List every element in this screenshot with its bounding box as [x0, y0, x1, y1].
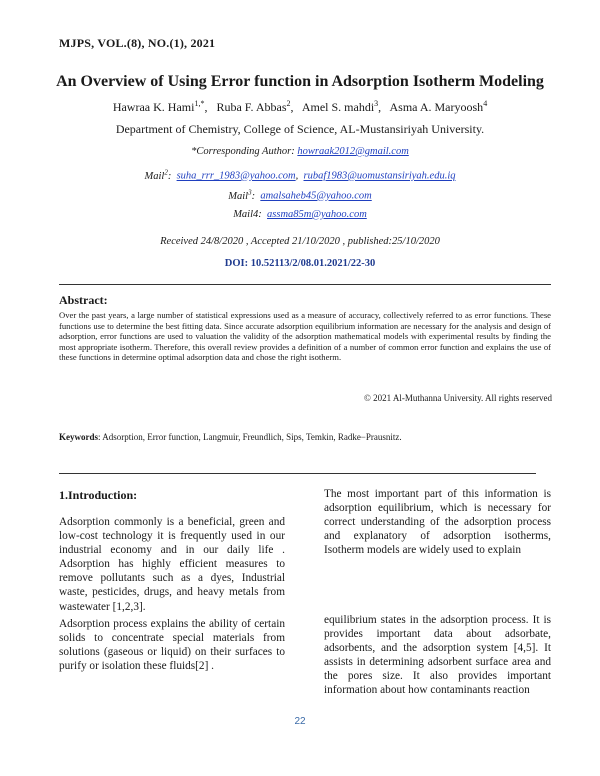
doi-link[interactable]: DOI: 10.52113/2/08.01.2021/22-30 [224, 258, 376, 269]
mail3-line [0, 188, 600, 202]
author-list: Hawraa K. Hami$^{1,*}$, Ruba F. Abbas$^2$, Amel S. mahdi$^3$, Asma A. Maryoosh$^4$ [112, 99, 488, 114]
intro-paragraph: Adsorption commonly is a beneficial, green and low-cost technology it is frequently used in our industrial economy and in our daily life . Adsorption has highly efficient measures to remove pollutants such as a dyes, Industrial waste, pesticides, drugs, and heavy metals from wastewater [1,2,3]. [59, 516, 285, 613]
mail2-label: Mail$^2$: [144, 168, 172, 182]
divider-middle [59, 473, 536, 474]
corresponding-author-line [0, 146, 600, 157]
department-affiliation: Department of Chemistry, College of Science, AL-Mustansiriyah University. [115, 122, 485, 136]
publication-dates: Received 24/8/2020 , Accepted 21/10/2020 , published:25/10/2020 [160, 236, 440, 247]
mail2-line: Mail$^2$: suha_rrr_1983@yahoo.com, rubaf1983@uomustansiriyah.edu.iq [144, 168, 456, 182]
author-name: Asma A. Maryoosh [389, 100, 484, 114]
divider-top [59, 284, 551, 285]
intro-left-column-bottom [59, 617, 285, 673]
journal-header: MJPS, VOL.(8), NO.(1), 2021 [59, 36, 216, 50]
abstract-heading: Abstract: [59, 293, 108, 307]
mail2-email-link-a[interactable]: suha_rrr_1983@yahoo.com [176, 170, 296, 182]
mail2-email-link-b[interactable]: rubaf1983@uomustansiriyah.edu.iq [303, 170, 456, 182]
author-name: Amel S. mahdi [301, 100, 375, 114]
copyright-notice: © 2021 Al-Muthanna University. All rights reserved [364, 393, 552, 403]
keywords-label: Keywords [59, 432, 98, 442]
author-affiliation: 1,* [194, 99, 205, 108]
author-affiliation: 4 [483, 99, 488, 108]
intro-right-column-top [324, 487, 551, 557]
intro-left-column-top [59, 515, 285, 614]
keywords-line [59, 432, 402, 442]
abstract-text: Over the past years, a large number of statistical expressions used as a measure of accuracy, collectively referred to as error functions. These functions use to determine the best fitting data. Since accurate adsorption equilibrium information are necessary for the analysis and design of adsorption, error functions are used to valuation the validity of the adsorption mathematical models with experimental results by finding the most appropriate isotherm. Therefore, this overall review provides a definition of a number of common error function and explains the use of these functions in determine optimal adsorption data and chose the right isotherm. [59, 310, 551, 363]
corresponding-email-link[interactable]: howraak2012@gmail.com [297, 146, 409, 157]
intro-right-column-bottom [324, 613, 551, 698]
author-affiliation: 2 [286, 99, 291, 108]
intro-paragraph: The most important part of this information is adsorption equilibrium, which is necessary for correct understanding of the adsorption process and explanatory of adsorption isotherms, Isotherm models are widely used to explain [324, 488, 551, 557]
intro-paragraph: equilibrium states in the adsorption process. It is provides important data about adsorbate, adsorbents, and the adsorption system [4,5]. It assists in determining adsorbent surface area and the pores size. It also provides important information about how contaminants reaction [324, 614, 551, 697]
mail4-label: Mail4: [233, 209, 262, 220]
paper-title: An Overview of Using Error function in Adsorption Isotherm Modeling [56, 73, 544, 90]
mail4-line [0, 209, 600, 220]
mail4-email-link[interactable]: assma85m@yahoo.com [267, 209, 367, 220]
keywords-text: : Adsorption, Error function, Langmuir, Freundlich, Sips, Temkin, Radke−Prausnitz. [98, 432, 402, 442]
corresponding-label: *Corresponding Author: [191, 146, 295, 157]
author-name: Hawraa K. Hami [112, 100, 195, 114]
intro-paragraph: Adsorption process explains the ability of certain solids to concentrate special materials from solutions (gaseous or liquid) on their surfaces to purify or isolation these fluids[2] . [59, 618, 285, 673]
mail3-label: Mail$^3$: [228, 188, 256, 202]
author-affiliation: 3 [374, 99, 379, 108]
page-number: 22 [294, 716, 306, 727]
introduction-heading: 1.Introduction: [59, 488, 138, 502]
mail3-email-link[interactable]: amalsaheb45@yahoo.com [260, 190, 372, 202]
author-name: Ruba F. Abbas [216, 100, 287, 114]
